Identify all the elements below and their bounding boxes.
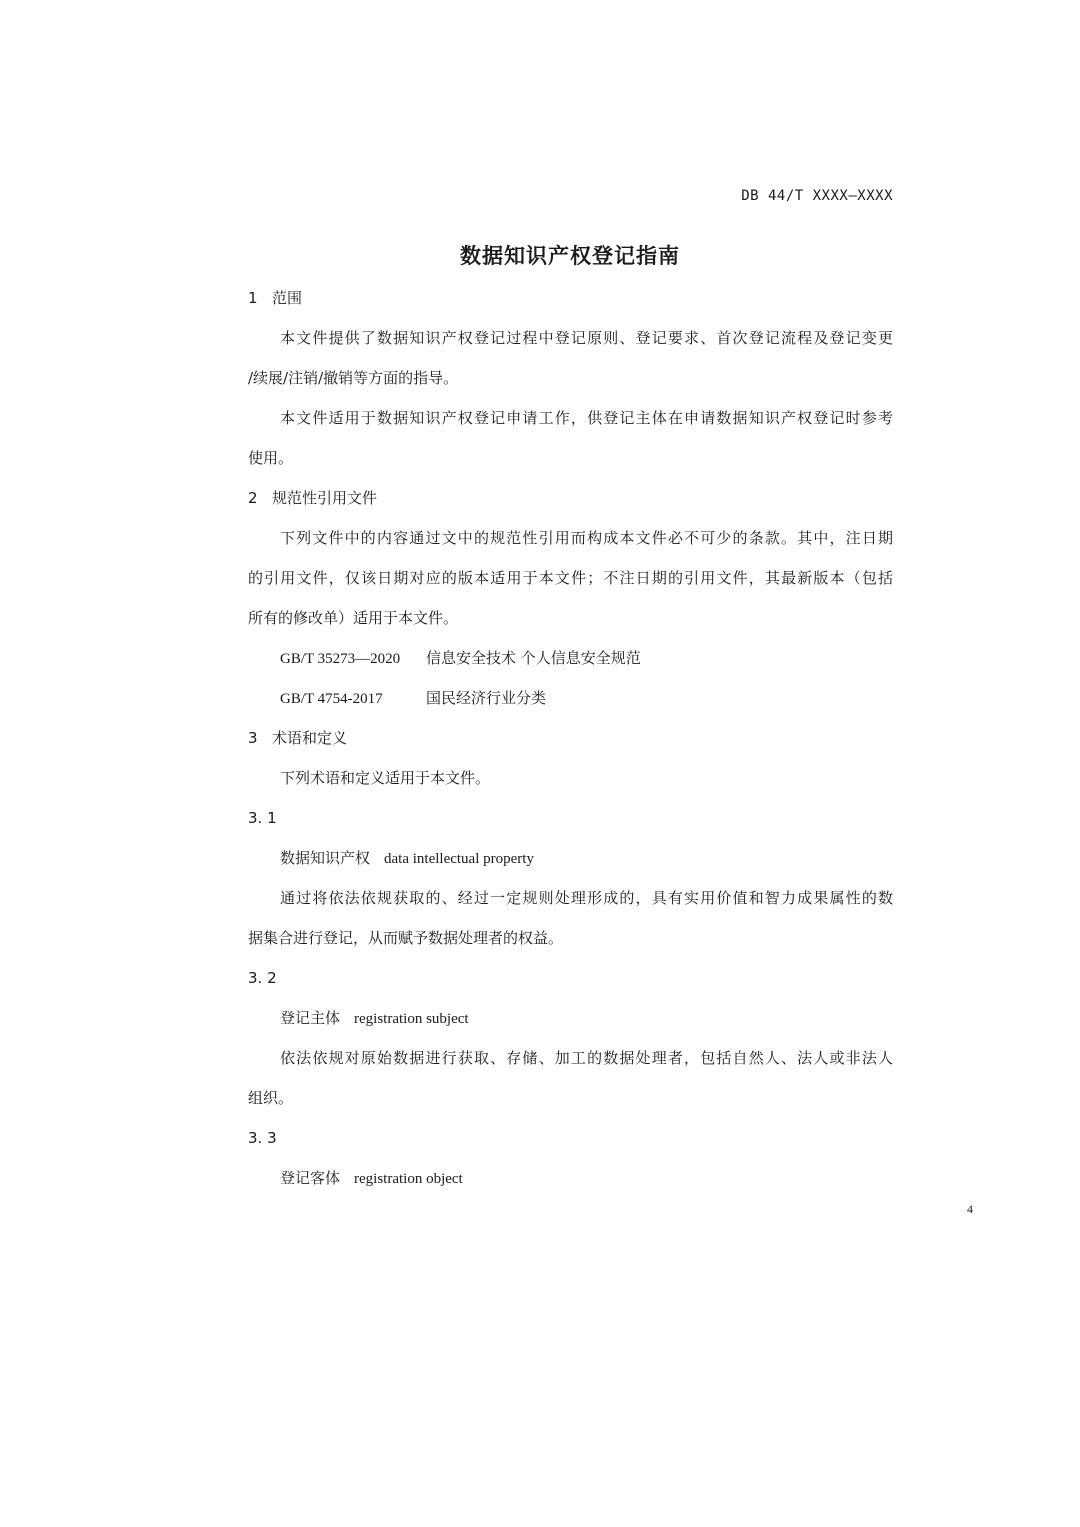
paragraph-line: 本文件提供了数据知识产权登记过程中登记原则、登记要求、首次登记流程及登记变更 bbox=[280, 329, 893, 347]
definition-line: 组织。 bbox=[248, 1089, 294, 1107]
term-chinese: 登记主体 bbox=[280, 1009, 341, 1027]
term-chinese: 数据知识产权 bbox=[280, 849, 371, 867]
paragraph-line: /续展/注销/撤销等方面的指导。 bbox=[248, 369, 459, 387]
reference-item bbox=[248, 678, 893, 718]
term-english: data intellectual property bbox=[384, 851, 534, 867]
definition-line: 依法依规对原始数据进行获取、存储、加工的数据处理者，包括自然人、法人或非法人 bbox=[280, 1049, 893, 1067]
section-heading-normative-references bbox=[248, 478, 893, 518]
term-entry bbox=[248, 1158, 893, 1198]
section-number: 3 bbox=[248, 729, 258, 747]
section-heading-terms-definitions bbox=[248, 718, 893, 758]
section-title: 规范性引用文件 bbox=[272, 489, 378, 507]
section-number: 1 bbox=[248, 289, 258, 307]
section-heading-scope bbox=[248, 278, 893, 318]
term-number: 3. 1 bbox=[248, 809, 277, 827]
reference-item bbox=[248, 638, 893, 678]
paragraph-line: 下列术语和定义适用于本文件。 bbox=[280, 769, 491, 787]
reference-title: 信息安全技术 个人信息安全规范 bbox=[426, 649, 641, 667]
document-code: DB 44/T XXXX—XXXX bbox=[741, 188, 893, 204]
term-english: registration subject bbox=[354, 1011, 469, 1027]
definition-line: 据集合进行登记，从而赋予数据处理者的权益。 bbox=[248, 929, 564, 947]
section-title: 范围 bbox=[272, 289, 303, 307]
term-entry bbox=[248, 838, 893, 878]
reference-code: GB/T 35273—2020 bbox=[280, 651, 401, 667]
reference-code: GB/T 4754-2017 bbox=[280, 691, 383, 707]
term-entry bbox=[248, 998, 893, 1038]
term-chinese: 登记客体 bbox=[280, 1169, 341, 1187]
reference-title: 国民经济行业分类 bbox=[426, 689, 547, 707]
paragraph-line: 下列文件中的内容通过文中的规范性引用而构成本文件必不可少的条款。其中，注日期 bbox=[280, 529, 893, 547]
document-body bbox=[248, 278, 893, 1198]
document-title: 数据知识产权登记指南 bbox=[460, 244, 680, 268]
paragraph-line: 本文件适用于数据知识产权登记申请工作，供登记主体在申请数据知识产权登记时参考 bbox=[280, 409, 893, 427]
term-english: registration object bbox=[354, 1171, 463, 1187]
paragraph-line: 使用。 bbox=[248, 449, 294, 467]
section-number: 2 bbox=[248, 489, 258, 507]
term-number: 3. 2 bbox=[248, 969, 277, 987]
section-title: 术语和定义 bbox=[272, 729, 348, 747]
term-number: 3. 3 bbox=[248, 1129, 277, 1147]
definition-line: 通过将依法依规获取的、经过一定规则处理形成的，具有实用价值和智力成果属性的数 bbox=[280, 889, 893, 907]
paragraph-line: 所有的修改单）适用于本文件。 bbox=[248, 609, 459, 627]
page-number: 4 bbox=[967, 1202, 973, 1216]
paragraph-line: 的引用文件，仅该日期对应的版本适用于本文件；不注日期的引用文件，其最新版本（包括 bbox=[248, 569, 893, 587]
